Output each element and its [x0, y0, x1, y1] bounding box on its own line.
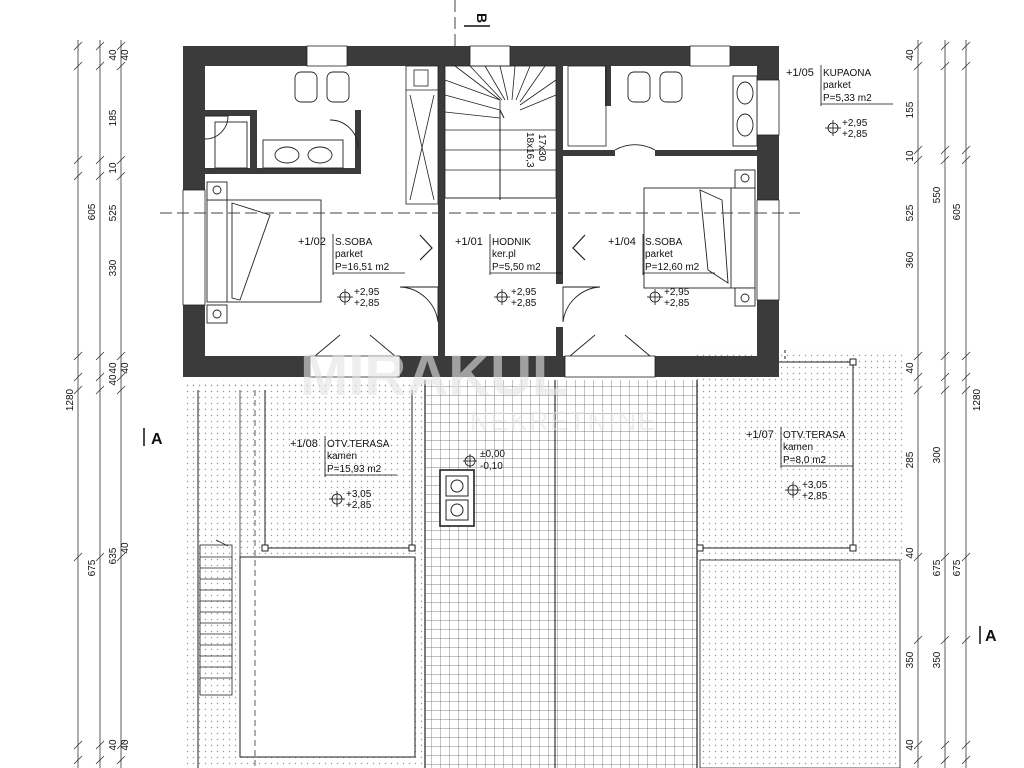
- room-area: P=15,93 m2: [327, 464, 382, 475]
- dim-label: 40: [905, 362, 916, 374]
- level-top: +2,95: [664, 287, 690, 298]
- section-marker-a-right: [980, 626, 997, 645]
- room-area: P=5,33 m2: [823, 93, 872, 104]
- level-bottom: +2,85: [664, 298, 690, 309]
- chimney: [440, 470, 474, 526]
- dim-label: 155: [905, 101, 916, 119]
- room-label: [455, 234, 562, 309]
- dim-label: 525: [108, 204, 119, 222]
- level-bottom: +2,85: [346, 500, 372, 511]
- dim-label: 350: [932, 651, 943, 669]
- dim-label: 40: [120, 362, 131, 374]
- roof-level-bottom: -0,10: [480, 461, 503, 472]
- dim-label: 40: [108, 49, 119, 61]
- room-name: OTV.TERASA: [327, 439, 390, 450]
- room-id: +1/02: [298, 236, 326, 248]
- roof-level-top: ±0,00: [480, 449, 505, 460]
- room-label: [786, 65, 893, 140]
- level-bottom: +2,85: [842, 129, 868, 140]
- dim-label: 10: [108, 162, 119, 174]
- dim-label: 40: [905, 739, 916, 751]
- dim-label: 40: [120, 49, 131, 61]
- dim-label: 40: [905, 49, 916, 61]
- dim-label: 40: [108, 739, 119, 751]
- section-marker-b: [464, 13, 490, 26]
- dim-label: 350: [905, 651, 916, 669]
- dim-label: 1280: [65, 388, 76, 412]
- room-floor: parket: [645, 249, 673, 260]
- level-top: +2,95: [354, 287, 380, 298]
- room-id: +1/01: [455, 236, 483, 248]
- room-floor: ker.pl: [492, 249, 516, 260]
- watermark-line1: MIRAKUL: [300, 343, 568, 408]
- room-area: P=8,0 m2: [783, 455, 827, 466]
- dim-label: 40: [120, 739, 131, 751]
- level-top: +2,95: [842, 118, 868, 129]
- dim-label: 605: [952, 203, 963, 221]
- dimension-lines-left: [74, 40, 125, 768]
- stair-label-top: 17x30: [536, 134, 547, 162]
- level-top: +3,05: [346, 489, 372, 500]
- dim-label: 550: [932, 186, 943, 204]
- dim-label: 330: [108, 259, 119, 277]
- stair-label-bottom: 18x16,3: [524, 132, 535, 168]
- level-bottom: +2,85: [354, 298, 380, 309]
- room-name: S.SOBA: [335, 237, 373, 248]
- dim-label: 525: [905, 204, 916, 222]
- bathroom-fixtures-left: [215, 72, 349, 168]
- room-floor: kamen: [783, 442, 814, 453]
- room-id: +1/07: [746, 429, 774, 441]
- section-line: [160, 0, 800, 213]
- dim-label: 360: [905, 251, 916, 269]
- room-id: +1/05: [786, 67, 814, 79]
- room-id: +1/08: [290, 438, 318, 450]
- dim-label: 40: [120, 542, 131, 554]
- room-name: HODNIK: [492, 237, 531, 248]
- dim-label: 10: [905, 150, 916, 162]
- room-floor: parket: [335, 249, 363, 260]
- bathroom-fixtures-right: [628, 72, 757, 146]
- room-area: P=5,50 m2: [492, 262, 541, 273]
- room-name: OTV.TERASA: [783, 430, 846, 441]
- dim-label: 675: [932, 559, 943, 577]
- room-area: P=16,51 m2: [335, 262, 390, 273]
- interior-staircase: [445, 66, 556, 200]
- level-top: +3,05: [802, 480, 828, 491]
- dim-label: 40: [108, 362, 119, 374]
- level-bottom: +2,85: [802, 491, 828, 502]
- section-a-right-label: A: [985, 628, 997, 645]
- section-b-label: B: [474, 13, 490, 24]
- level-top: +2,95: [511, 287, 537, 298]
- section-marker-a-left: [144, 428, 163, 448]
- stair-label: [524, 132, 547, 168]
- dim-label: 185: [108, 109, 119, 127]
- bed-left: [207, 182, 321, 323]
- wardrobes: [406, 66, 606, 260]
- dim-label: 635: [108, 547, 119, 565]
- dimension-labels-right: [905, 49, 983, 751]
- dim-label: 40: [108, 374, 119, 386]
- level-bottom: +2,85: [511, 298, 537, 309]
- room-floor: parket: [823, 80, 851, 91]
- room-area: P=12,60 m2: [645, 262, 700, 273]
- room-name: S.SOBA: [645, 237, 683, 248]
- room-id: +1/04: [608, 236, 636, 248]
- dim-label: 285: [905, 451, 916, 469]
- dim-label: 675: [87, 559, 98, 577]
- room-name: KUPAONA: [823, 68, 872, 79]
- lower-right-platform: [700, 560, 900, 768]
- dim-label: 1280: [972, 388, 983, 412]
- room-floor: kamen: [327, 451, 358, 462]
- dim-label: 300: [932, 446, 943, 464]
- dim-label: 605: [87, 203, 98, 221]
- roof-tiles: [425, 380, 697, 768]
- section-a-left-label: A: [151, 431, 163, 448]
- watermark-line2: NEKRETNINE: [470, 406, 658, 436]
- dim-label: 675: [952, 559, 963, 577]
- dim-label: 40: [905, 547, 916, 559]
